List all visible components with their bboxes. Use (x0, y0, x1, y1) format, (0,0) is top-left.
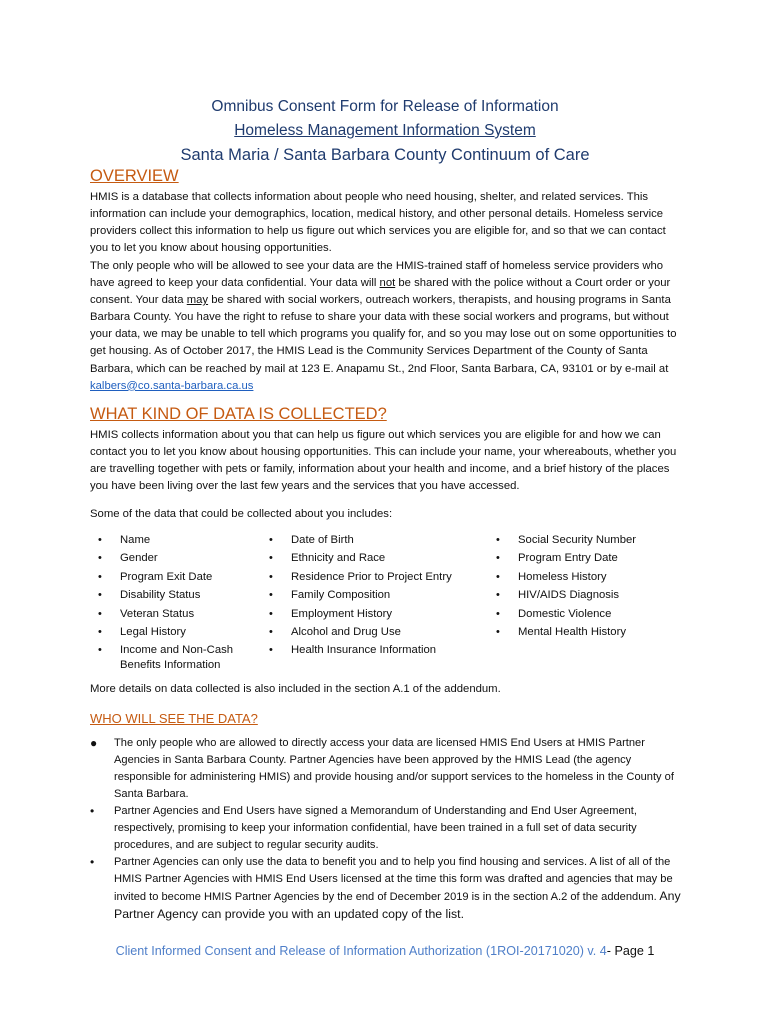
coc-title: Santa Maria / Santa Barbara County Continuum of Care (180, 146, 590, 164)
p2-not: not (379, 277, 396, 290)
list-item: • Social Security Number (488, 533, 688, 548)
bullet-icon: • (90, 804, 95, 818)
list-item: • Employment History (261, 607, 491, 622)
list-item: • Health Insurance Information (261, 643, 491, 658)
overview-paragraph-2 (90, 258, 686, 395)
bullet-icon: ● (90, 736, 98, 750)
system-title: Homeless Management Information System (234, 122, 536, 139)
collected-paragraph: HMIS collects information about you that can help us figure out which services you are eligible for and how we can contact you to let you know about housing opportunities. This can include your name, your whereabouts, whether you are travelling together with pets or family, information about your health and income, and a brief history of the places you have been living over the last few years and the services that you have accessed. (90, 429, 677, 493)
list-item: • HIV/AIDS Diagnosis (488, 588, 688, 603)
list-item: • Domestic Violence (488, 607, 688, 622)
who-item-text: Partner Agencies can only use the data to benefit you and to help you find housing and services. A list of all of the HMIS Partner Agencies with HMIS End Users licensed at the time this form was drafted and agencies that may be invited to become HMIS Partner Agencies by the end of December 2019 is in the section A.2 of the addendum. (114, 856, 673, 903)
data-fields-column-2 (261, 533, 491, 662)
list-item: • Ethnicity and Race (261, 551, 491, 566)
list-item: • Mental Health History (488, 625, 688, 640)
collected-heading: WHAT KIND OF DATA IS COLLECTED? (90, 405, 387, 423)
data-fields-column-3 (488, 533, 688, 643)
list-item (90, 735, 686, 803)
footer-text: Client Informed Consent and Release of Information Authorization (1ROI-20171020) v. 4 (115, 944, 607, 958)
p2-text-a: The only people who will be allowed to see your data are the HMIS-trained staff of homeless service providers who have agreed to keep your data confidential. Your data will (90, 260, 664, 290)
list-item: • Income and Non-Cash Benefits Information (90, 643, 250, 673)
p2-may: may (186, 294, 209, 307)
form-title: Omnibus Consent Form for Release of Information (211, 98, 559, 115)
list-item: • Program Entry Date (488, 551, 688, 566)
list-item: • Veteran Status (90, 607, 260, 622)
list-item: • Name (90, 533, 260, 548)
overview-paragraph-1: HMIS is a database that collects information about people who need housing, shelter, and related services. This information can include your demographics, location, medical history, and other personal details. Homeless service providers collect this information to help us figure out which services you are eligible for, and so that we can contact you to let you know about housing opportunities. (90, 191, 666, 255)
who-heading: WHO WILL SEE THE DATA? (90, 711, 258, 726)
overview-heading: OVERVIEW (90, 167, 179, 185)
list-item: • Alcohol and Drug Use (261, 625, 491, 640)
list-item: • Date of Birth (261, 533, 491, 548)
list-item (90, 854, 686, 924)
email-link[interactable]: kalbers@co.santa-barbara.ca.us (90, 379, 254, 392)
page-footer (0, 944, 770, 958)
list-item: • Family Composition (261, 588, 491, 603)
list-item: • Residence Prior to Project Entry (261, 570, 491, 585)
page-number: - Page 1 (606, 944, 655, 958)
list-item: • Legal History (90, 625, 260, 640)
list-item: • Program Exit Date (90, 570, 260, 585)
collected-more-details: More details on data collected is also included in the section A.1 of the addendum. (90, 683, 501, 695)
list-item: • Gender (90, 551, 260, 566)
collected-intro: Some of the data that could be collected about you includes: (90, 508, 393, 520)
title-block (0, 95, 770, 167)
list-item: • Disability Status (90, 588, 260, 603)
p2-text-b: be shared with the police without a Court order or your consent. Your data (90, 277, 671, 307)
list-item: • Homeless History (488, 570, 688, 585)
bullet-icon: • (90, 855, 95, 869)
who-item-tail: Any Partner Agency can provide you with an updated copy of the list. (114, 889, 681, 921)
list-item (90, 803, 686, 854)
who-item-text: The only people who are allowed to directly access your data are licensed HMIS End Users at HMIS Partner Agencies in Santa Barbara County. Partner Agencies have been approved by the HMIS Lead (the agency responsible for administering HMIS) and provide housing and/or support services to the homeless in the County of Santa Barbara. (114, 737, 674, 800)
who-item-text: Partner Agencies and End Users have signed a Memorandum of Understanding and End User Agreement, respectively, promising to keep your information confidential, have been trained in a full set of data security procedures, and are subject to regular security audits. (114, 805, 637, 851)
who-list (90, 735, 686, 924)
data-fields-column-1 (90, 533, 260, 677)
p2-text-c: be shared with social workers, outreach workers, therapists, and housing programs in Santa Barbara County. You have the right to refuse to share your data with these social workers and programs, but without your data, we may be unable to tell which programs you qualify for, and so you may lose out on some opportunities to get housing. As of October 2017, the HMIS Lead is the Community Services Department of the County of Santa Barbara, which can be reached by mail at 123 E. Anapamu St., 2nd Floor, Santa Barbara, CA, 93101 or by e-mail at (90, 294, 677, 375)
